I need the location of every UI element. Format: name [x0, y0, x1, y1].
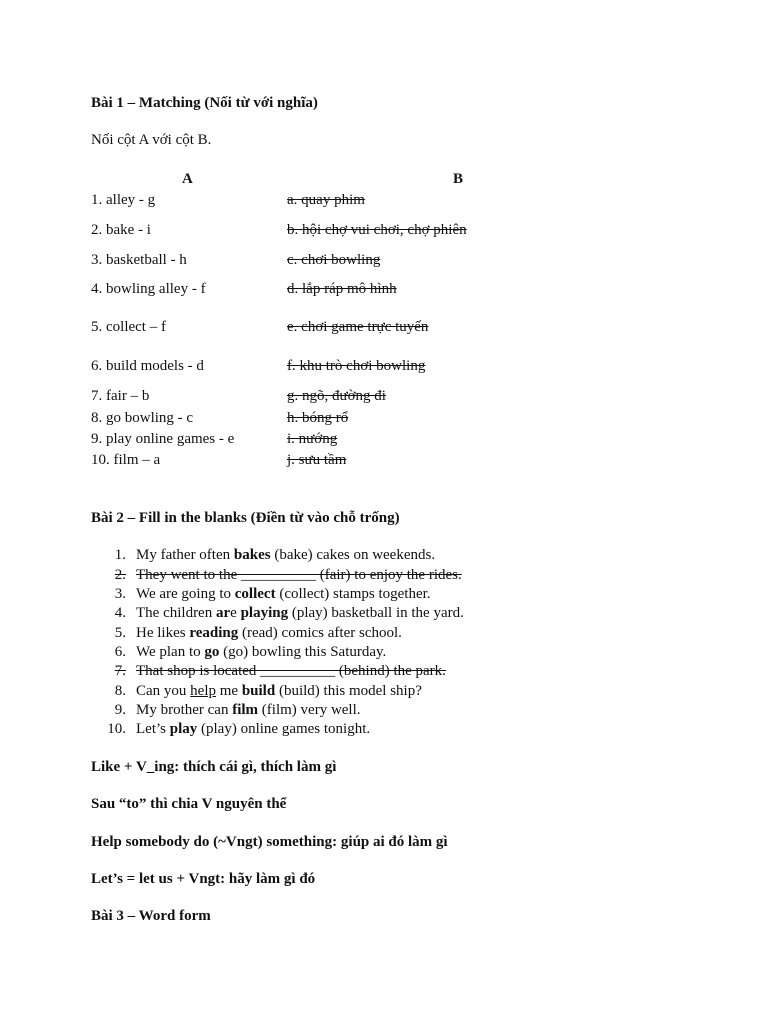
item-text: (read) comics after school.: [238, 625, 402, 641]
item-answer: play: [169, 721, 198, 737]
item-number: 4.: [114, 605, 126, 621]
col-b-item: c. chơi bowling: [287, 252, 381, 268]
col-a-item: 10. film – a: [91, 452, 161, 468]
item-text: (play) online games tonight.: [197, 721, 371, 737]
column-a-header: A: [182, 171, 193, 187]
item-text: Let’s: [136, 721, 170, 737]
item-answer: go: [204, 644, 220, 660]
col-b-item: g. ngõ, đường đi: [287, 388, 386, 404]
col-a-item: 8. go bowling - c: [91, 410, 194, 426]
col-a-item: 1. alley - g: [91, 192, 156, 208]
grammar-note: Sau “to” thì chia V nguyên thể: [91, 796, 287, 812]
grammar-note: Help somebody do (~Vngt) something: giúp ai đó làm gì: [91, 834, 448, 850]
item-text: (go) bowling this Saturday.: [219, 644, 387, 660]
item-text: (build) this model ship?: [275, 683, 422, 699]
col-b-item: f. khu trò chơi bowling: [287, 358, 426, 374]
item-number: 8.: [114, 683, 126, 699]
item-answer: collect: [234, 586, 276, 602]
col-a-item: 3. basketball - h: [91, 252, 187, 268]
col-b-item: d. lắp ráp mô hình: [287, 281, 397, 297]
item-underlined: help: [190, 683, 216, 699]
item-text: The children: [136, 605, 216, 621]
item-number: 5.: [114, 625, 126, 641]
col-a-item: 4. bowling alley - f: [91, 281, 206, 297]
item-text: (bake) cakes on weekends.: [270, 547, 436, 563]
col-a-item: 9. play online games - e: [91, 431, 235, 447]
item-text: (play) basketball in the yard.: [288, 605, 464, 621]
item-text: We plan to: [136, 644, 205, 660]
item-answer: bakes: [233, 547, 271, 563]
item-number: 2.: [114, 567, 126, 583]
col-a-item: 5. collect – f: [91, 319, 166, 335]
col-b-item: h. bóng rổ: [287, 410, 349, 426]
list-item: [136, 720, 370, 738]
col-a-item: 7. fair – b: [91, 388, 150, 404]
item-text: e: [230, 605, 241, 621]
grammar-note: Like + V_ing: thích cái gì, thích làm gì: [91, 759, 337, 775]
item-text: (film) very well.: [258, 702, 361, 718]
item-text: My father often: [136, 547, 234, 563]
col-b-item: b. hội chợ vui chơi, chợ phiên: [287, 222, 467, 238]
item-answer: ar: [215, 605, 231, 621]
ex1-instruction: Nối cột A với cột B.: [91, 132, 212, 148]
col-b-item: i. nướng: [287, 431, 338, 447]
list-item: [136, 643, 386, 661]
list-item: [136, 682, 422, 700]
item-number: 7.: [114, 663, 126, 679]
ex3-title: Bài 3 – Word form: [91, 908, 211, 924]
col-b-item: a. quay phim: [287, 192, 365, 208]
item-text: Can you: [136, 683, 191, 699]
list-item: They went to the __________ (fair) to enjoy the rides.: [136, 567, 462, 583]
column-b-header: B: [453, 171, 464, 187]
item-text: We are going to: [136, 586, 235, 602]
item-text: (collect) stamps together.: [275, 586, 431, 602]
item-number: 1.: [114, 547, 126, 563]
list-item: [136, 546, 435, 564]
col-b-item: j. sưu tầm: [287, 452, 347, 468]
item-text: me: [216, 683, 242, 699]
col-a-item: 2. bake - i: [91, 222, 151, 238]
list-item: [136, 701, 361, 719]
list-item: That shop is located __________ (behind) the park.: [136, 663, 446, 679]
list-item: [136, 624, 402, 642]
ex1-title: Bài 1 – Matching (Nối từ với nghĩa): [91, 95, 318, 111]
col-a-item: 6. build models - d: [91, 358, 204, 374]
list-item: [136, 585, 431, 603]
item-answer: playing: [240, 605, 289, 621]
col-b-item: e. chơi game trực tuyến: [287, 319, 429, 335]
list-item: [136, 604, 464, 622]
item-answer: film: [232, 702, 259, 718]
grammar-note: Let’s = let us + Vngt: hãy làm gì đó: [91, 871, 316, 887]
item-number: 10.: [107, 721, 126, 737]
item-number: 9.: [114, 702, 126, 718]
item-answer: reading: [189, 625, 239, 641]
ex2-title: Bài 2 – Fill in the blanks (Điền từ vào chỗ trống): [91, 510, 400, 526]
item-text: He likes: [136, 625, 190, 641]
item-answer: build: [241, 683, 276, 699]
item-text: My brother can: [136, 702, 233, 718]
item-number: 3.: [114, 586, 126, 602]
item-number: 6.: [114, 644, 126, 660]
